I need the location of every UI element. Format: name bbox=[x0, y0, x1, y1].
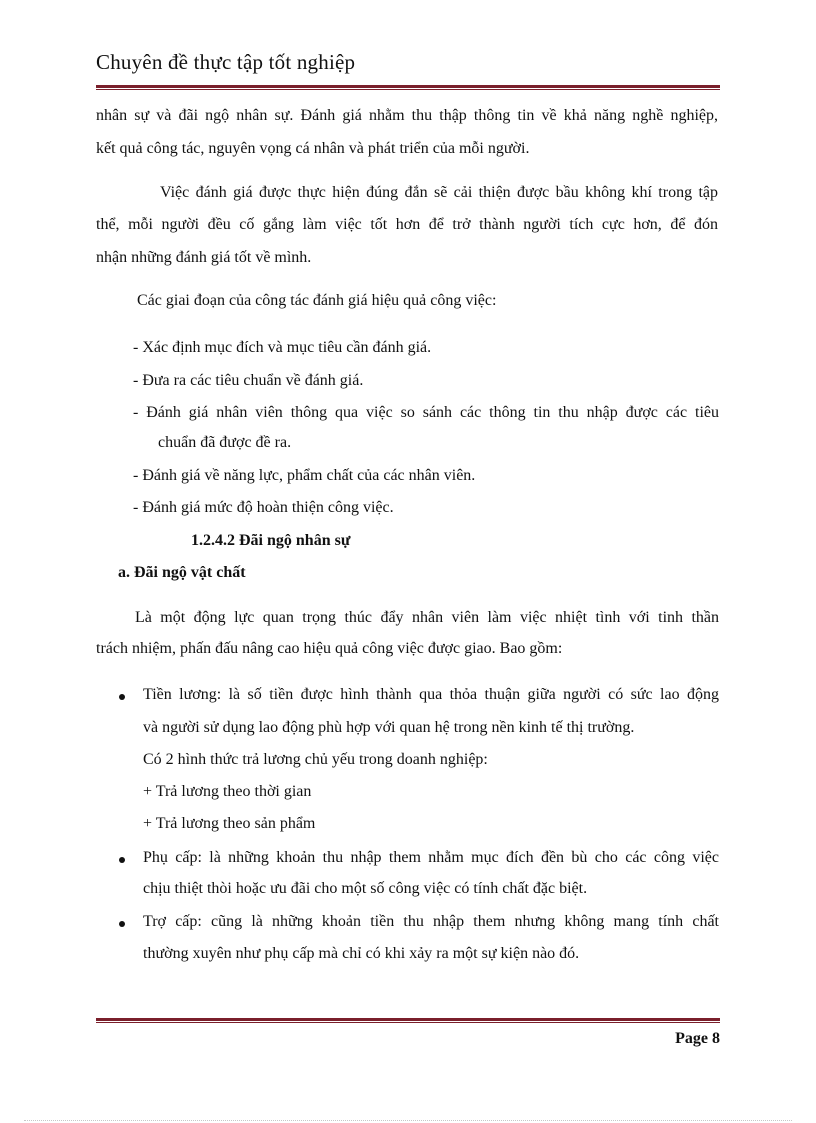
stage-item-continuation: chuẩn đã được đề ra. bbox=[158, 434, 292, 451]
bullet-item: Trợ cấp: cũng là những khoản tiền thu nhập them nhưng không mang tính chất bbox=[143, 913, 719, 930]
header-rule bbox=[96, 85, 720, 90]
bullet-icon bbox=[119, 921, 125, 927]
bullet-icon bbox=[119, 857, 125, 863]
paragraph-line: nhận những đánh giá tốt về mình. bbox=[96, 249, 312, 266]
section-heading: 1.2.4.2 Đãi ngộ nhân sự bbox=[191, 532, 351, 549]
bullet-subitem: + Trả lương theo sản phẩm bbox=[143, 815, 316, 832]
paragraph-line: Việc đánh giá được thực hiện đúng đắn sẽ cải thiện được bầu không khí trong tập bbox=[160, 184, 718, 201]
page-edge-divider bbox=[24, 1120, 792, 1121]
header-title: Chuyên đề thực tập tốt nghiệp bbox=[96, 50, 356, 74]
paragraph-line: Các giai đoạn của công tác đánh giá hiệu quả công việc: bbox=[137, 292, 497, 309]
stage-item: - Đánh giá về năng lực, phẩm chất của các nhân viên. bbox=[133, 467, 476, 484]
bullet-item-continuation: thường xuyên như phụ cấp mà chỉ có khi xảy ra một sự kiện nào đó. bbox=[143, 945, 580, 962]
paragraph-line: nhân sự và đãi ngộ nhân sự. Đánh giá nhằm thu thập thông tin về khả năng nghề nghiệp, bbox=[96, 107, 718, 124]
bullet-subitem: + Trả lương theo thời gian bbox=[143, 783, 312, 800]
bullet-item-continuation: Có 2 hình thức trả lương chủ yếu trong doanh nghiệp: bbox=[143, 751, 488, 768]
bullet-item-continuation: chịu thiệt thòi hoặc ưu đãi cho một số công việc có tính chất đặc biệt. bbox=[143, 880, 588, 897]
stage-item: - Đưa ra các tiêu chuẩn về đánh giá. bbox=[133, 372, 364, 389]
page-number: Page 8 bbox=[675, 1030, 720, 1047]
bullet-item-continuation: và người sử dụng lao động phù hợp với quan hệ trong nền kinh tế thị trường. bbox=[143, 719, 635, 736]
paragraph-line: thể, mỗi người đều cố gắng làm việc tốt hơn để trở thành người tích cực hơn, để đón bbox=[96, 216, 718, 233]
bullet-icon bbox=[119, 694, 125, 700]
stage-item: - Đánh giá mức độ hoàn thiện công việc. bbox=[133, 499, 394, 516]
subsection-heading: a. Đãi ngộ vật chất bbox=[118, 564, 246, 581]
paragraph-line: kết quả công tác, nguyên vọng cá nhân và phát triển của mỗi người. bbox=[96, 140, 530, 157]
stage-item: - Đánh giá nhân viên thông qua việc so sánh các thông tin thu nhập được các tiêu bbox=[133, 404, 719, 421]
stage-item: - Xác định mục đích và mục tiêu cần đánh giá. bbox=[133, 339, 432, 356]
bullet-item: Phụ cấp: là những khoản thu nhập them nhằm mục đích đền bù cho các công việc bbox=[143, 849, 719, 866]
paragraph-line: Là một động lực quan trọng thúc đẩy nhân viên làm việc nhiệt tình với tinh thần bbox=[135, 609, 719, 626]
paragraph-line: trách nhiệm, phấn đấu nâng cao hiệu quả công việc được giao. Bao gồm: bbox=[96, 640, 563, 657]
bullet-item: Tiền lương: là số tiền được hình thành qua thỏa thuận giữa người có sức lao động bbox=[143, 686, 719, 703]
footer-rule bbox=[96, 1018, 720, 1023]
